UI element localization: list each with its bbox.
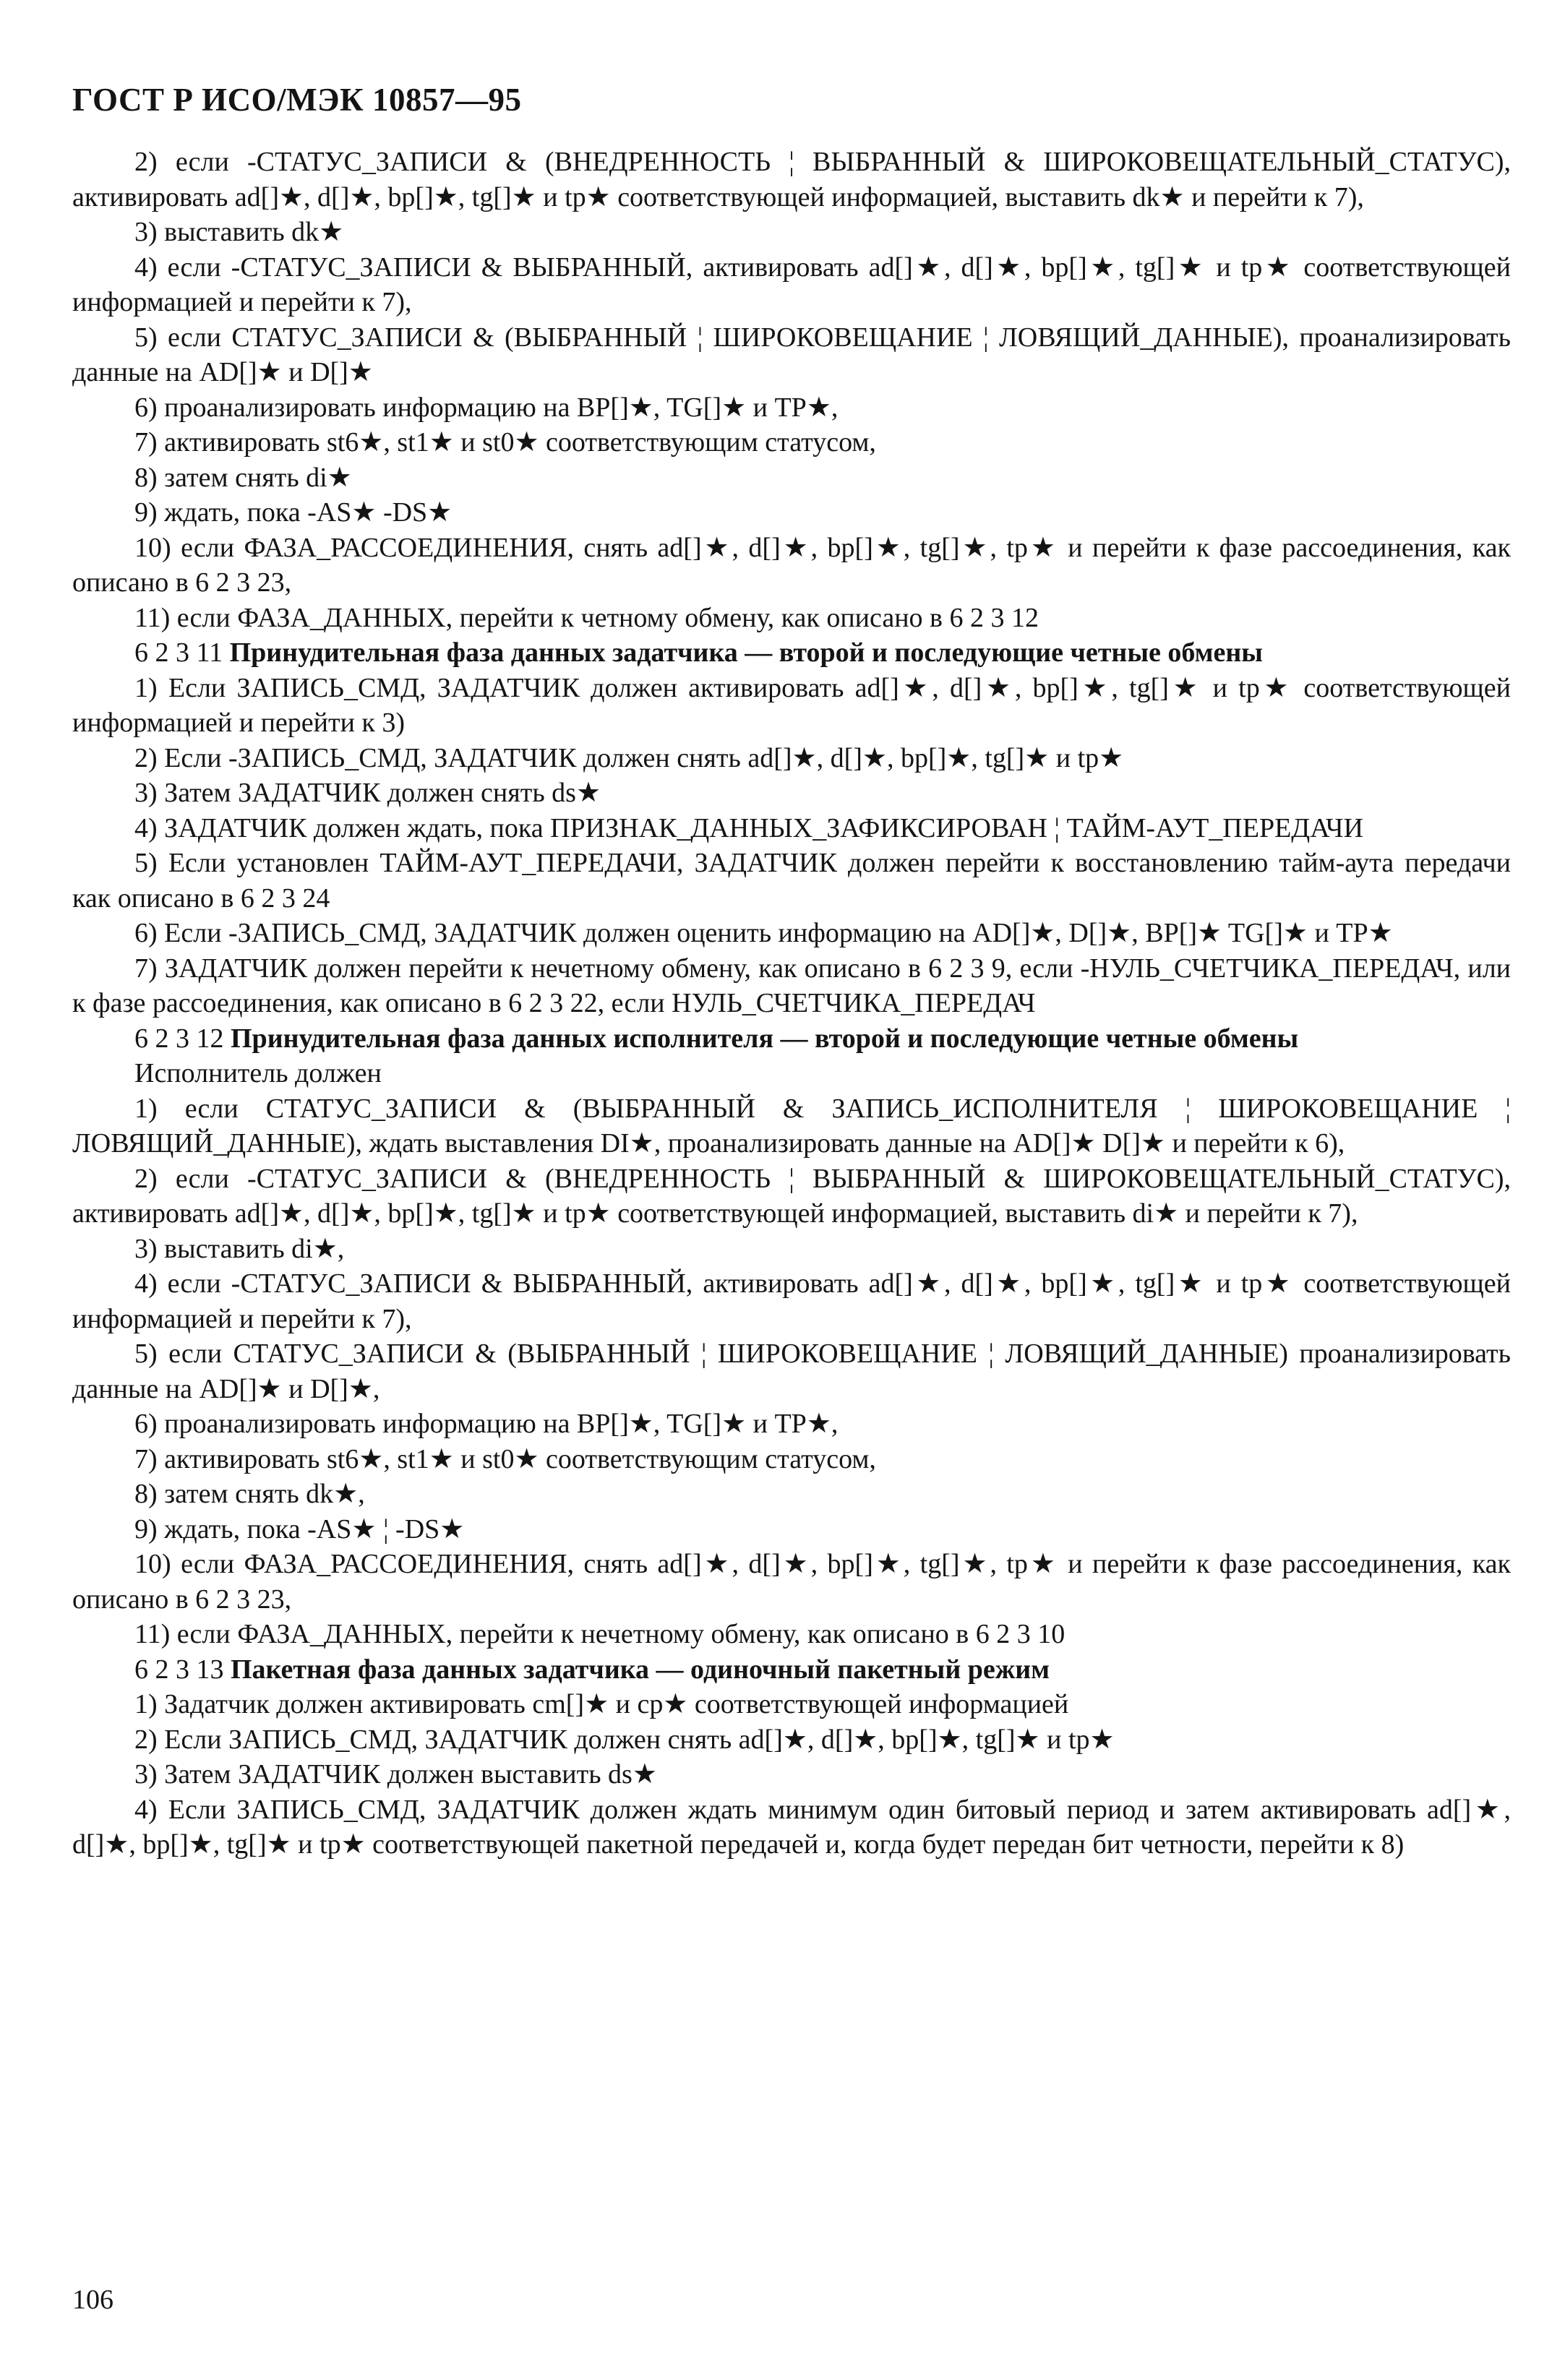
text-paragraph: 11) если ФАЗА_ДАННЫХ, перейти к четному обмену, как описано в 6 2 3 12 bbox=[134, 602, 1039, 633]
text-paragraph: 6) Если -ЗАПИСЬ_СМД, ЗАДАТЧИК должен оценить информацию на AD[]★, D[]★, BP[]★ TG[]★ и TP★ bbox=[134, 918, 1393, 948]
text-paragraph: 8) затем снять dk★, bbox=[134, 1479, 365, 1509]
text-paragraph: 9) ждать, пока -AS★ ¦ -DS★ bbox=[134, 1513, 465, 1545]
text-paragraph: 5) если СТАТУС_ЗАПИСИ & (ВЫБРАННЫЙ ¦ ШИРОКОВЕЩАНИЕ ¦ ЛОВЯЩИЙ_ДАННЫЕ), проанализировать данные на AD[]★ и D[]★ bbox=[72, 322, 1511, 387]
text-paragraph: 3) Затем ЗАДАТЧИК должен снять ds★ bbox=[134, 778, 601, 808]
text-paragraph: 7) активировать st6★, st1★ и st0★ соответствующим статусом, bbox=[134, 427, 876, 457]
text-paragraph: 10) если ФАЗА_РАССОЕДИНЕНИЯ, снять ad[]★, d[]★, bp[]★, tg[]★, tp★ и перейти к фазе рассоединения, как описано в 6 2 3 23, bbox=[72, 532, 1511, 598]
text-paragraph: 7) ЗАДАТЧИК должен перейти к нечетному обмену, как описано в 6 2 3 9, если -НУЛЬ_СЧЕТЧИКА_ПЕРЕДАЧ, или к фазе рассоединения, как описано в 6 2 3 22, если НУЛЬ_СЧЕТЧИКА_ПЕРЕДАЧ bbox=[72, 953, 1511, 1018]
section-number: 6 2 3 12 bbox=[134, 1023, 224, 1054]
text-paragraph: 6) проанализировать информацию на BP[]★, TG[]★ и TP★, bbox=[134, 1409, 839, 1439]
section-number: 6 2 3 13 bbox=[134, 1654, 224, 1685]
text-paragraph: 11) если ФАЗА_ДАННЫХ, перейти к нечетному обмену, как описано в 6 2 3 10 bbox=[134, 1619, 1066, 1649]
text-paragraph: 8) затем снять di★ bbox=[134, 462, 352, 493]
text-paragraph: 3) выставить dk★ bbox=[134, 217, 344, 247]
document-header: ГОСТ Р ИСО/МЭК 10857—95 bbox=[72, 82, 522, 118]
text-paragraph: 2) если -СТАТУС_ЗАПИСИ & (ВНЕДРЕННОСТЬ ¦ ВЫБРАННЫЙ & ШИРОКОВЕЩАТЕЛЬНЫЙ_СТАТУС), активировать ad[]★, d[]★, bp[]★, tg[]★ и tp★ соответствующей информацией, выставить dk★ и перейти к 7), bbox=[72, 147, 1511, 212]
page-number: 106 bbox=[72, 2285, 113, 2315]
section-number: 6 2 3 11 bbox=[134, 637, 223, 668]
text-paragraph: 5) Если установлен ТАЙМ-АУТ_ПЕРЕДАЧИ, ЗАДАТЧИК должен перейти к восстановлению тайм-аута передачи как описано в 6 2 3 24 bbox=[72, 848, 1511, 914]
text-paragraph: 1) если СТАТУС_ЗАПИСИ & (ВЫБРАННЫЙ & ЗАПИСЬ_ИСПОЛНИТЕЛЯ ¦ ШИРОКОВЕЩАНИЕ ¦ ЛОВЯЩИЙ_ДАННЫЕ), ждать выставления DI★, проанализировать данные на AD[]★ D[]★ и перейти к 6), bbox=[72, 1093, 1511, 1159]
text-paragraph: 3) выставить di★, bbox=[134, 1233, 345, 1264]
text-paragraph: 2) если -СТАТУС_ЗАПИСИ & (ВНЕДРЕННОСТЬ ¦ ВЫБРАННЫЙ & ШИРОКОВЕЩАТЕЛЬНЫЙ_СТАТУС), активировать ad[]★, d[]★, bp[]★, tg[]★ и tp★ соответствующей информацией, выставить di★ и перейти к 7), bbox=[72, 1163, 1511, 1229]
section-heading bbox=[72, 1021, 1511, 1057]
text-paragraph: 2) Если -ЗАПИСЬ_СМД, ЗАДАТЧИК должен снять ad[]★, d[]★, bp[]★, tg[]★ и tp★ bbox=[134, 742, 1124, 773]
text-paragraph: 4) если -СТАТУС_ЗАПИСИ & ВЫБРАННЫЙ, активировать ad[]★, d[]★, bp[]★, tg[]★ и tp★ соответствующей информацией и перейти к 7), bbox=[72, 252, 1511, 317]
section-title: Пакетная фаза данных задатчика — одиночный пакетный режим bbox=[231, 1654, 1050, 1685]
text-paragraph: 6) проанализировать информацию на BP[]★, TG[]★ и TP★, bbox=[134, 392, 839, 423]
text-paragraph: 2) Если ЗАПИСЬ_СМД, ЗАДАТЧИК должен снять ad[]★, d[]★, bp[]★, tg[]★ и tp★ bbox=[134, 1724, 1115, 1755]
section-title: Принудительная фаза данных задатчика — второй и последующие четные обмены bbox=[229, 637, 1263, 668]
text-paragraph: 10) если ФАЗА_РАССОЕДИНЕНИЯ, снять ad[]★, d[]★, bp[]★, tg[]★, tp★ и перейти к фазе рассоединения, как описано в 6 2 3 23, bbox=[72, 1549, 1511, 1615]
text-paragraph: 4) если -СТАТУС_ЗАПИСИ & ВЫБРАННЫЙ, активировать ad[]★, d[]★, bp[]★, tg[]★ и tp★ соответствующей информацией и перейти к 7), bbox=[72, 1268, 1511, 1334]
section-heading bbox=[72, 1652, 1511, 1688]
text-paragraph: Исполнитель должен bbox=[134, 1058, 382, 1088]
text-paragraph: 5) если СТАТУС_ЗАПИСИ & (ВЫБРАННЫЙ ¦ ШИРОКОВЕЩАНИЕ ¦ ЛОВЯЩИЙ_ДАННЫЕ) проанализировать данные на AD[]★ и D[]★, bbox=[72, 1339, 1511, 1404]
section-heading bbox=[72, 635, 1511, 671]
text-paragraph: 3) Затем ЗАДАТЧИК должен выставить ds★ bbox=[134, 1759, 657, 1790]
text-paragraph: 9) ждать, пока -AS★ -DS★ bbox=[134, 497, 453, 528]
text-paragraph: 1) Если ЗАПИСЬ_СМД, ЗАДАТЧИК должен активировать ad[]★, d[]★, bp[]★, tg[]★ и tp★ соответствующей информацией и перейти к 3) bbox=[72, 672, 1511, 738]
text-paragraph: 1) Задатчик должен активировать cm[]★ и cp★ соответствующей информацией bbox=[134, 1689, 1069, 1719]
section-title: Принудительная фаза данных исполнителя — второй и последующие четные обмены bbox=[231, 1023, 1299, 1054]
document-body bbox=[72, 145, 1511, 1863]
text-paragraph: 4) ЗАДАТЧИК должен ждать, пока ПРИЗНАК_ДАННЫХ_ЗАФИКСИРОВАН ¦ ТАЙМ-АУТ_ПЕРЕДАЧИ bbox=[134, 812, 1364, 843]
text-paragraph: 7) активировать st6★, st1★ и st0★ соответствующим статусом, bbox=[134, 1443, 876, 1474]
text-paragraph: 4) Если ЗАПИСЬ_СМД, ЗАДАТЧИК должен ждать минимум один битовый период и затем активировать ad[]★, d[]★, bp[]★, tg[]★ и tp★ соответствующей пакетной передачей и, когда будет передан бит четности, перейти к 8) bbox=[72, 1794, 1511, 1860]
